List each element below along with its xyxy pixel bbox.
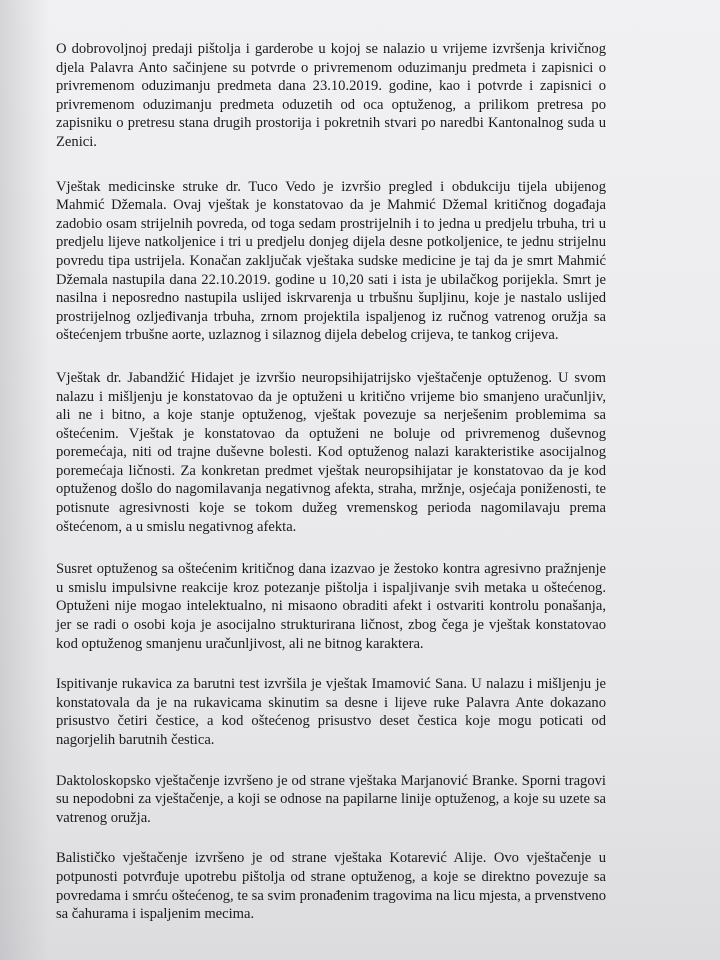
paragraph-evidence-seizure: O dobrovoljnoj predaji pištolja i garderobe u kojoj se nalazio u vrijeme izvršenja krivičnog djela Palavra Anto sačinjene su potvrde o privremenom oduzimanju predmeta i zapisnici o privremenom oduzimanju predmeta dana 23.10.2019. godine, kao i potvrde i zapisnici o privremenom oduzimanju predmeta oduzetih od oca optuženog, a prilikom pretresa po zapisniku o pretresu stana drugih prostorija i pokretnih stvari po naredbi Kantonalnog suda u Zenici. [56, 41, 606, 150]
paragraph-dactyloscopy: Daktoloskopsko vještačenje izvršeno je od strane vještaka Marjanović Branke. Sporni tragovi su nepodobni za vještačenje, a koji se odnose na papilarne linije optuženog, a koje su uzete sa vatrenog oružja. [56, 772, 606, 826]
paragraph-affect: Susret optuženog sa oštećenim kritičnog dana izazvao je žestoko kontra agresivno pražnjenje u smislu impulsivne reakcije kroz potezanje pištolja i ispaljivanje svih metaka u oštećenog. Optuženi nije mogao intelektualno, ni misaono obraditi afekt i ostvariti kontrolu ponašanja, jer se radi o osobi koja je asocijalno strukturirana ličnost, zbog čega je vještak konstatovao kod optuženog smanjenu uračunljivost, ali ne bitnog karaktera. [56, 561, 606, 652]
page-shadow [0, 0, 50, 960]
paragraph-autopsy: Vještak medicinske struke dr. Tuco Vedo je izvršio pregled i obdukciju tijela ubijenog Mahmić Džemala. Ovaj vještak je konstatovao da je Mahmić Džemal kritičnog događaja zadobio osam strijelnih povreda, od toga sedam prostrijelnih i to jedna u predjelu trbuha, tri u predjelu lijeve natkoljenice i tri u predjelu donjeg dijela desne potkoljenice, te jednu strijelnu povredu tipa ustrijela. Konačan zaključak vještaka sudske medicine je taj da je smrt Mahmić Džemala nastupila dana 22.10.2019. godine u 10,20 sati i ista je ubilačkog porijekla. Smrt je nasilna i neposredno nastupila uslijed iskrvarenja u trbušnu šupljinu, koje je nastalo uslijed prostrijelnog ozljeđivanja trbuha, zrnom projektila ispaljenog iz ručnog vatrenog oružja sa oštećenjem trbušne aorte, uzlaznog i silaznog dijela debelog crijeva, te tankog crijeva. [56, 178, 606, 344]
document-body [56, 40, 606, 944]
paragraph-gunshot-residue: Ispitivanje rukavica za barutni test izvršila je vještak Imamović Sana. U nalazu i mišljenju je konstatovala da je na rukavicama skinutim sa desne i lijeve ruke Palavra Ante dokazano prisustvo četiri čestice, a kod oštećenog prisustvo deset čestica koje mogu poticati od nagorjelih barutnih čestica. [56, 676, 606, 748]
paragraph-ballistics: Balističko vještačenje izvršeno je od strane vještaka Kotarević Alije. Ovo vještačenje u potpunosti potvrđuje upotrebu pištolja od strane optuženog, a koje se direktno povezuje sa povredama i smrću oštećenog, te sa svim pronađenim tragovima na licu mjesta, a prvenstveno sa čahurama i ispaljenim mecima. [56, 850, 606, 923]
paragraph-neuropsychiatric: Vještak dr. Jabandžić Hidajet je izvršio neuropsihijatrijsko vještačenje optuženog. U svom nalazu i mišljenju je konstatovao da je optuženi u kritično vrijeme bio smanjeno uračunljiv, ali ne i bitno, a koje stanje optuženog, vještak povezuje sa nerješenim problemima sa oštećenim. Vještak je konstatovao da optuženi ne boluje od privremenog duševnog poremećaja, niti od trajne duševne bolesti. Kod optuženog nalazi karakteristike asocijalnog poremećaja ličnosti. Za konkretan predmet vještak neuropsihijatar je konstatovao da je kod optuženog došlo do nagomilavanja negativnog afekta, straha, mržnje, osjećaja poniženosti, te potisnute agresivnosti koje se tokom dužeg vremenskog perioda nagomilavaju prema oštećenom, a u smislu negativnog afekta. [56, 369, 606, 535]
